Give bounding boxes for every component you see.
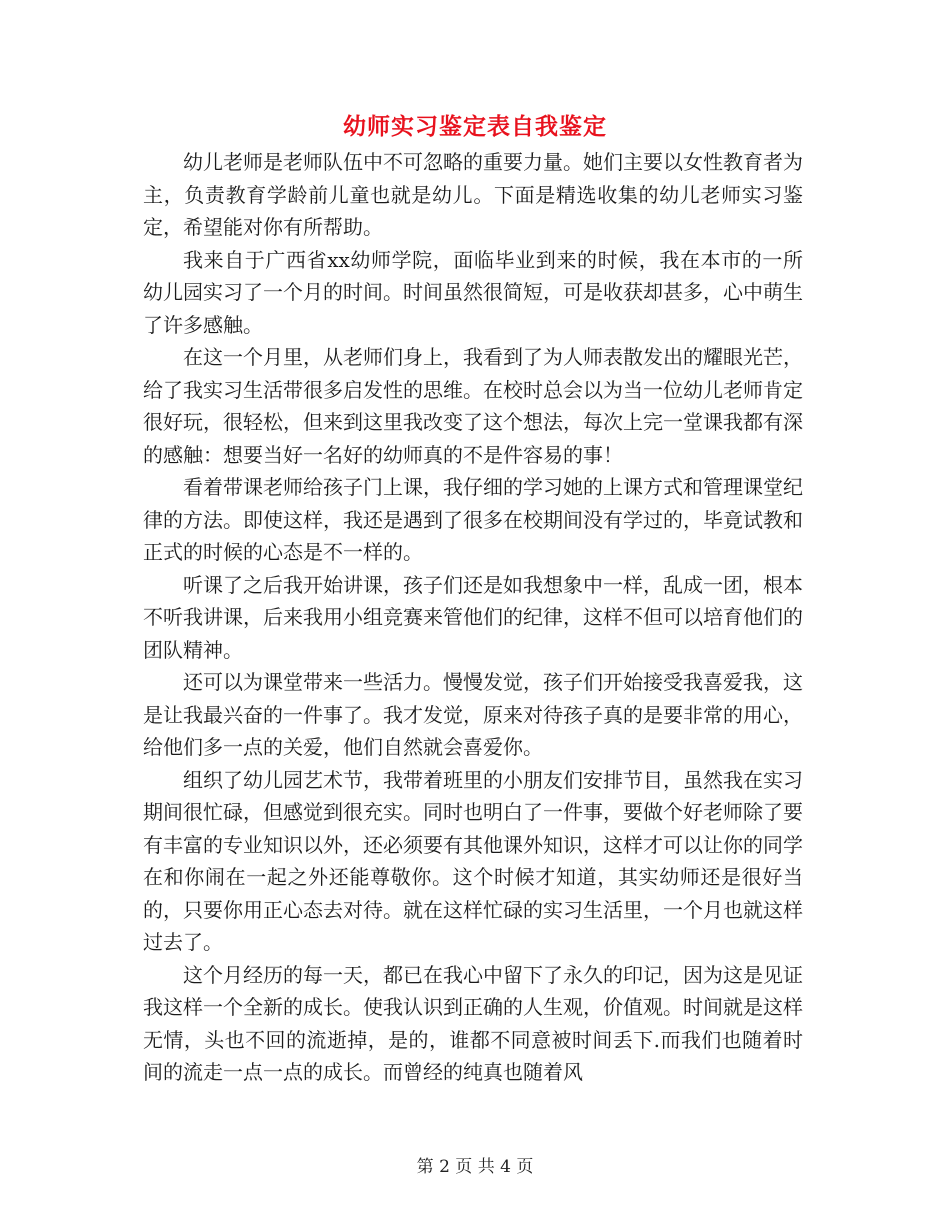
paragraph: 看着带课老师给孩子门上课，我仔细的学习她的上课方式和管理课堂纪律的方法。即使这样，我还是遇到了很多在校期间没有学过的，毕竟试教和正式的时候的心态是不一样的。	[143, 475, 803, 564]
paragraph: 在这一个月里，从老师们身上，我看到了为人师表散发出的耀眼光芒，给了我实习生活带很多启发性的思维。在校时总会以为当一位幼儿老师肯定很好玩，很轻松，但来到这里我改变了这个想法，每次上完一堂课我都有深的感触：想要当好一名好的幼师真的不是件容易的事！	[143, 345, 803, 467]
paragraph: 幼儿老师是老师队伍中不可忽略的重要力量。她们主要以女性教育者为主，负责教育学龄前儿童也就是幼儿。下面是精选收集的幼儿老师实习鉴定，希望能对你有所帮助。	[143, 150, 803, 239]
paragraph: 组织了幼儿园艺术节，我带着班里的小朋友们安排节目，虽然我在实习期间很忙碌，但感觉到很充实。同时也明白了一件事，要做个好老师除了要有丰富的专业知识以外，还必须要有其他课外知识，这样才可以让你的同学在和你闹在一起之外还能尊敬你。这个时候才知道，其实幼师还是很好当的，只要你用正心态去对待。就在这样忙碌的实习生活里，一个月也就这样过去了。	[143, 767, 803, 954]
paragraph: 这个月经历的每一天，都已在我心中留下了永久的印记，因为这是见证我这样一个全新的成长。使我认识到正确的人生观，价值观。时间就是这样无情，头也不回的流逝掉，是的，谁都不同意被时间丢下.而我们也随着时间的流走一点一点的成长。而曾经的纯真也随着风	[143, 962, 803, 1084]
paragraph: 还可以为课堂带来一些活力。慢慢发觉，孩子们开始接受我喜爱我，这是让我最兴奋的一件事了。我才发觉，原来对待孩子真的是要非常的用心，给他们多一点的关爱，他们自然就会喜爱你。	[143, 670, 803, 759]
page-number-footer: 第 2 页 共 4 页	[416, 1157, 534, 1177]
paragraph: 听课了之后我开始讲课，孩子们还是如我想象中一样，乱成一团，根本不听我讲课，后来我用小组竞赛来管他们的纪律，这样不但可以培育他们的团队精神。	[143, 572, 803, 662]
document-title: 幼师实习鉴定表自我鉴定	[343, 113, 607, 140]
paragraph: 我来自于广西省xx幼师学院，面临毕业到来的时候，我在本市的一所幼儿园实习了一个月的时间。时间虽然很简短，可是收获却甚多，心中萌生了许多感触。	[143, 247, 803, 337]
document-body	[143, 146, 803, 1089]
